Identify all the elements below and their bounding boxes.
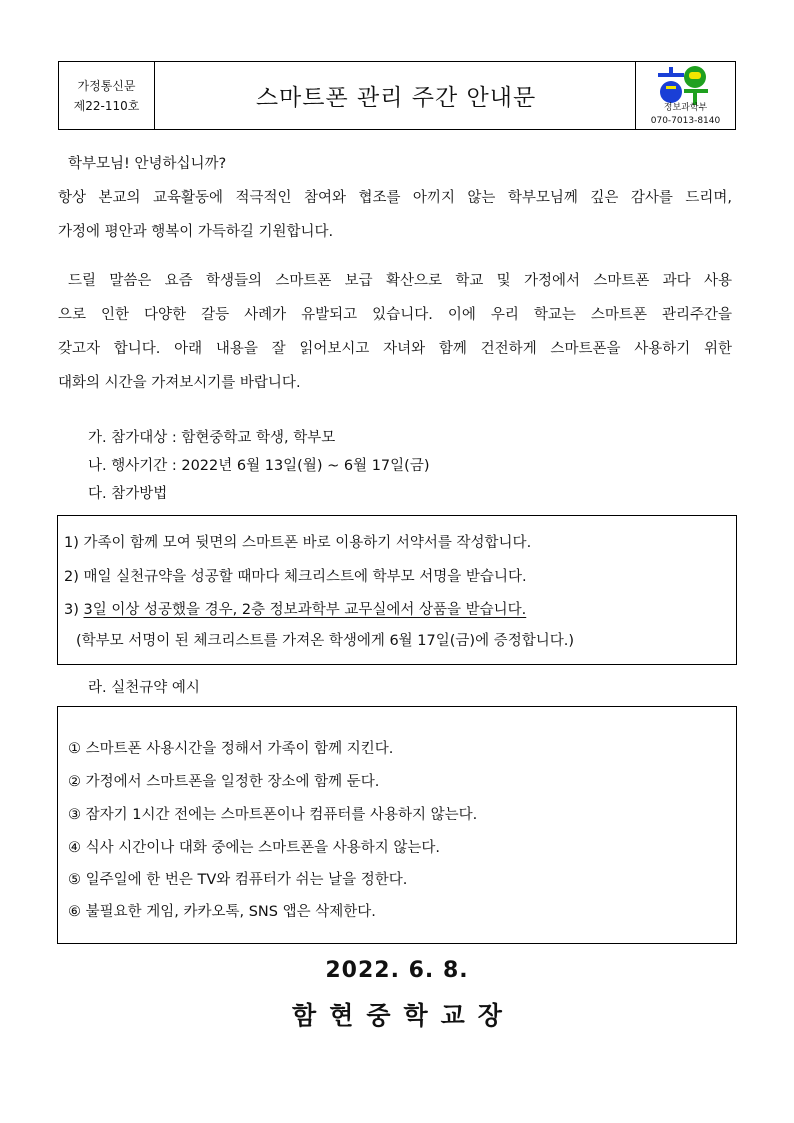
method-step: 2) 매일 실천규약을 성공할 때마다 체크리스트에 학부모 서명을 받습니다. bbox=[64, 569, 527, 585]
header-box bbox=[58, 61, 736, 130]
practice-rule: ④ 식사 시간이나 대화 중에는 스마트폰을 사용하지 않는다. bbox=[68, 840, 441, 856]
practice-rule: ⑥ 불필요한 게임, 카카오톡, SNS 앱은 삭제한다. bbox=[68, 904, 376, 920]
issue-date: 2022. 6. 8. bbox=[325, 958, 469, 983]
doc-info-cell bbox=[59, 62, 155, 129]
doc-number: 제22-110호 bbox=[73, 99, 140, 113]
department-name: 정보과학부 bbox=[663, 103, 708, 113]
body-line: 드릴 말씀은 요즘 학생들의 스마트폰 보급 확산으로 학교 및 가정에서 스마트폰 과다 사용 bbox=[68, 273, 732, 289]
school-logo-icon bbox=[654, 65, 716, 105]
method-box bbox=[57, 515, 737, 665]
practice-heading: 라. 실천규약 예시 bbox=[88, 680, 200, 696]
document-title: 스마트폰 관리 주간 안내문 bbox=[255, 85, 537, 111]
method-heading: 다. 참가방법 bbox=[88, 486, 168, 502]
school-principal: 함현중학교장 bbox=[292, 1001, 515, 1030]
method-step: 1) 가족이 함께 모여 뒷면의 스마트폰 바로 이용하기 서약서를 작성합니다. bbox=[64, 535, 532, 551]
greeting-line: 가정에 평안과 행복이 가득하길 기원합니다. bbox=[58, 224, 334, 240]
greeting-line: 항상 본교의 교육활동에 적극적인 참여와 협조를 아끼지 않는 학부모님께 깊은 감사를 드리며, bbox=[58, 190, 732, 206]
step-number: 3) bbox=[64, 602, 84, 618]
prize-notice: 3일 이상 성공했을 경우, 2층 정보과학부 교무실에서 상품을 받습니다. bbox=[83, 602, 527, 618]
greeting-line: 학부모님! 안녕하십니까? bbox=[68, 156, 227, 172]
department-phone: 070-7013-8140 bbox=[650, 116, 721, 126]
method-step bbox=[64, 598, 526, 619]
method-note: (학부모 서명이 된 체크리스트를 가져온 학생에게 6월 17일(금)에 증정합니다.) bbox=[76, 633, 574, 649]
practice-rule: ① 스마트폰 사용시간을 정해서 가족이 함께 지킨다. bbox=[68, 741, 394, 757]
practice-box bbox=[57, 706, 737, 944]
practice-rule: ③ 잠자기 1시간 전에는 스마트폰이나 컴퓨터를 사용하지 않는다. bbox=[68, 807, 478, 823]
practice-rule: ② 가정에서 스마트폰을 일정한 장소에 함께 둔다. bbox=[68, 774, 380, 790]
body-line: 갖고자 합니다. 아래 내용을 잘 읽어보시고 자녀와 함께 건전하게 스마트폰을 사용하기 위한 bbox=[58, 341, 732, 357]
greeting-paragraph bbox=[58, 147, 732, 249]
practice-rule: ⑤ 일주일에 한 번은 TV와 컴퓨터가 쉬는 날을 정한다. bbox=[68, 872, 408, 888]
doc-type: 가정통신문 bbox=[77, 79, 136, 93]
body-paragraph bbox=[58, 264, 732, 400]
period-item: 나. 행사기간 : 2022년 6월 13일(월) ~ 6월 17일(금) bbox=[88, 458, 430, 474]
body-line: 으로 인한 다양한 갈등 사례가 유발되고 있습니다. 이에 우리 학교는 스마트폰 관리주간을 bbox=[58, 307, 732, 323]
logo-blue-circle bbox=[660, 81, 682, 103]
body-line: 대화의 시간을 가져보시기를 바랍니다. bbox=[58, 375, 301, 391]
participants-item: 가. 참가대상 : 함현중학교 학생, 학부모 bbox=[88, 430, 336, 446]
department-logo-cell bbox=[635, 62, 735, 129]
